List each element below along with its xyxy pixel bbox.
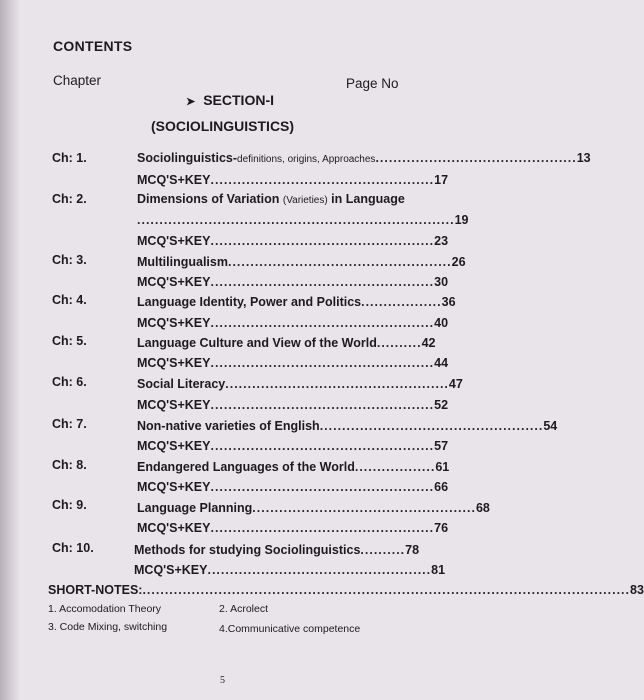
chapter-title-detail: (Varieties)	[282, 195, 328, 206]
short-note-item: 4.Communicative competence	[219, 623, 361, 635]
dot-leader: ..................	[354, 460, 436, 474]
dot-leader: ..................................................	[210, 316, 435, 330]
dot-leader: ..................................................	[210, 356, 435, 370]
chapter-number: Ch: 8.	[52, 458, 87, 472]
chapter-column-label: Chapter	[53, 73, 102, 88]
mcq-page: 30	[434, 275, 449, 289]
mcq-page: 76	[434, 521, 449, 535]
mcq-page: 81	[431, 563, 446, 577]
short-notes-label: SHORT-NOTES:	[48, 583, 143, 597]
toc-row	[137, 295, 456, 309]
chapter-number: Ch: 2.	[52, 192, 87, 206]
toc-row	[137, 192, 405, 206]
toc-row	[137, 460, 450, 474]
dot-leader: ..........	[376, 336, 422, 350]
page-number: 5	[220, 675, 225, 686]
page-column-label: Page No	[346, 76, 399, 91]
chapter-title: Social Literacy	[137, 377, 226, 391]
chapter-title: Language Planning	[137, 501, 253, 515]
mcq-label: MCQ'S+KEY	[137, 521, 211, 535]
chapter-page: 13	[576, 151, 591, 165]
chapter-title: Sociolinguistics-	[137, 151, 238, 165]
dot-leader: ..................................................	[319, 419, 544, 433]
mcq-page: 40	[434, 316, 449, 330]
dot-leader: ..................	[361, 295, 442, 309]
chapter-number: Ch: 3.	[52, 253, 87, 267]
chapter-title-detail: definitions, origins, Approaches	[237, 154, 376, 165]
mcq-label: MCQ'S+KEY	[134, 563, 208, 577]
toc-row	[137, 234, 449, 248]
chapter-page: 78	[405, 543, 420, 557]
short-note-item: 1. Accomodation Theory	[48, 603, 162, 615]
chapter-page: 61	[435, 460, 450, 474]
toc-row	[134, 543, 420, 557]
toc-row	[137, 213, 469, 227]
chapter-page: 36	[441, 295, 456, 309]
dot-leader: .............................................	[375, 151, 577, 165]
mcq-label: MCQ'S+KEY	[137, 234, 211, 248]
chapter-number: Ch: 7.	[52, 417, 87, 431]
toc-row	[134, 563, 446, 577]
mcq-label: MCQ'S+KEY	[137, 398, 211, 412]
mcq-page: 44	[434, 356, 449, 370]
chapter-number: Ch: 9.	[52, 498, 87, 512]
chapter-title: Endangered Languages of the World	[137, 460, 355, 474]
chapter-number: Ch: 6.	[52, 375, 87, 389]
mcq-page: 23	[434, 234, 449, 248]
short-note-item: 3. Code Mixing, switching	[48, 621, 168, 633]
toc-row	[137, 151, 591, 165]
dot-leader: .............................................................................................................	[142, 583, 630, 597]
toc-row	[137, 275, 449, 289]
chapter-page: 54	[543, 419, 558, 433]
dot-leader: ..................................................	[210, 173, 435, 187]
dot-leader: ..................................................	[210, 275, 435, 289]
chapter-title: Methods for studying Sociolinguistics	[134, 543, 361, 557]
mcq-page: 52	[434, 398, 449, 412]
chapter-number: Ch: 5.	[52, 334, 87, 348]
short-note-item: 2. Acrolect	[219, 603, 269, 615]
mcq-label: MCQ'S+KEY	[137, 356, 211, 370]
chapter-number: Ch: 10.	[52, 541, 94, 555]
section-label: SECTION-I	[203, 92, 274, 108]
chapter-title: Dimensions of Variation	[137, 192, 280, 206]
dot-leader: ..................................................	[207, 563, 432, 577]
toc-row	[137, 356, 449, 370]
toc-row	[137, 521, 449, 535]
chapter-page: 42	[421, 336, 436, 350]
chapter-page: 68	[475, 501, 490, 515]
mcq-label: MCQ'S+KEY	[137, 439, 211, 453]
dot-leader: ..................................................	[210, 439, 435, 453]
dot-leader: ..........	[360, 543, 406, 557]
mcq-label: MCQ'S+KEY	[137, 480, 211, 494]
chapter-title: Language Identity, Power and Politics	[137, 295, 362, 309]
toc-row	[137, 336, 436, 350]
chapter-title: Multilingualism	[137, 255, 228, 269]
chapter-page: 19	[454, 213, 469, 227]
toc-row	[137, 501, 490, 515]
chapter-title: Non-native varieties of English	[137, 419, 320, 433]
section-heading	[186, 92, 274, 108]
page-binding-shadow	[0, 0, 20, 700]
short-notes-page: 83	[630, 583, 644, 597]
dot-leader: ..................................................	[225, 377, 449, 391]
mcq-label: MCQ'S+KEY	[137, 275, 211, 289]
dot-leader: ..................................................	[210, 521, 435, 535]
toc-row	[137, 255, 466, 269]
toc-row	[137, 480, 449, 494]
toc-row	[137, 439, 449, 453]
mcq-label: MCQ'S+KEY	[137, 173, 211, 187]
dot-leader: .......................................................................	[137, 213, 455, 227]
toc-row	[137, 173, 449, 187]
dot-leader: ..................................................	[210, 234, 435, 248]
contents-heading: CONTENTS	[53, 38, 133, 54]
toc-row	[137, 419, 558, 433]
mcq-page: 17	[434, 173, 449, 187]
chapter-title: Language Culture and View of the World	[137, 336, 377, 350]
chapter-page: 47	[448, 377, 463, 391]
dot-leader: ..................................................	[227, 255, 452, 269]
mcq-page: 57	[434, 439, 449, 453]
section-subtitle: (SOCIOLINGUISTICS)	[150, 118, 295, 134]
toc-row	[137, 377, 463, 391]
arrow-icon: ➤	[186, 96, 196, 108]
dot-leader: ..................................................	[210, 480, 435, 494]
chapter-page: 26	[451, 255, 466, 269]
chapter-number: Ch: 1.	[52, 151, 87, 165]
dot-leader: ..................................................	[252, 501, 476, 515]
short-notes-row	[48, 583, 644, 597]
chapter-title-tail: in Language	[327, 192, 405, 206]
chapter-number: Ch: 4.	[52, 293, 87, 307]
toc-row	[137, 316, 449, 330]
mcq-page: 66	[434, 480, 449, 494]
mcq-label: MCQ'S+KEY	[137, 316, 211, 330]
dot-leader: ..................................................	[210, 398, 435, 412]
toc-row	[137, 398, 449, 412]
